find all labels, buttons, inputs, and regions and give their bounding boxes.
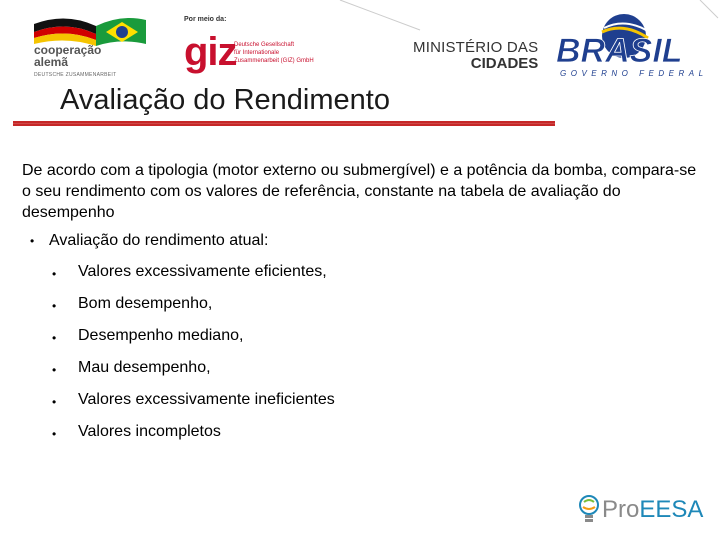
ministerio-line1: MINISTÉRIO DAS: [413, 39, 539, 56]
cooperacao-line1: cooperação: [34, 43, 102, 57]
cooperacao-line2: alemã: [34, 55, 69, 69]
lightbulb-icon: [578, 494, 600, 526]
giz-desc-3: Zusammenarbeit (GIZ) GmbH: [234, 58, 314, 64]
giz-description: [234, 41, 314, 65]
title-underline: [13, 121, 555, 127]
bullet-marker: •: [52, 395, 57, 409]
bullet-marker: •: [52, 427, 57, 441]
list-item-text: Valores excessivamente eficientes,: [78, 263, 327, 280]
list-item-text: Desempenho mediano,: [78, 327, 244, 344]
proeesa-eesa: EESA: [639, 496, 704, 523]
bullet-marker: •: [30, 234, 35, 248]
cooperacao-alema-logo: [26, 10, 150, 80]
giz-desc-1: Deutsche Gesellschaft: [234, 42, 295, 48]
level1-text: Avaliação do rendimento atual:: [49, 232, 269, 249]
slide-title: Avaliação do Rendimento: [60, 84, 390, 116]
giz-by-label: Por meio da:: [184, 16, 227, 23]
bullet-marker: •: [52, 331, 57, 345]
bullet-marker: •: [52, 299, 57, 313]
intro-paragraph: De acordo com a tipologia (motor externo ou submergível) e a potência da bomba, compara-se o seu rendimento com os valores de referência, constante na tabela de avaliação do desempenho: [22, 162, 697, 221]
list-item-text: Bom desempenho,: [78, 295, 213, 312]
brasil-wordmark: BRASIL: [556, 32, 683, 70]
list-item-text: Valores incompletos: [78, 423, 221, 440]
proeesa-wordmark: [602, 496, 703, 524]
giz-desc-2: für Internationale: [234, 50, 280, 56]
list-item-text: Valores excessivamente ineficientes: [78, 391, 335, 408]
cooperacao-text: [34, 44, 101, 68]
giz-logo: [184, 16, 334, 78]
bullet-marker: •: [52, 267, 57, 281]
giz-wordmark: giz: [184, 30, 237, 74]
flags-icon: [26, 10, 150, 46]
proeesa-pro: Pro: [602, 496, 640, 523]
brasil-tagline: GOVERNO FEDERAL: [560, 69, 708, 78]
brasil-governo-federal-logo: [554, 8, 714, 80]
list-item-text: Mau desempenho,: [78, 359, 211, 376]
ministerio-line2: CIDADES: [470, 55, 539, 72]
proeesa-logo: [578, 494, 704, 528]
ministerio-cidades-logo: [413, 40, 538, 72]
cooperacao-line3: DEUTSCHE ZUSAMMENARBEIT: [34, 72, 117, 78]
bullet-marker: •: [52, 363, 57, 377]
